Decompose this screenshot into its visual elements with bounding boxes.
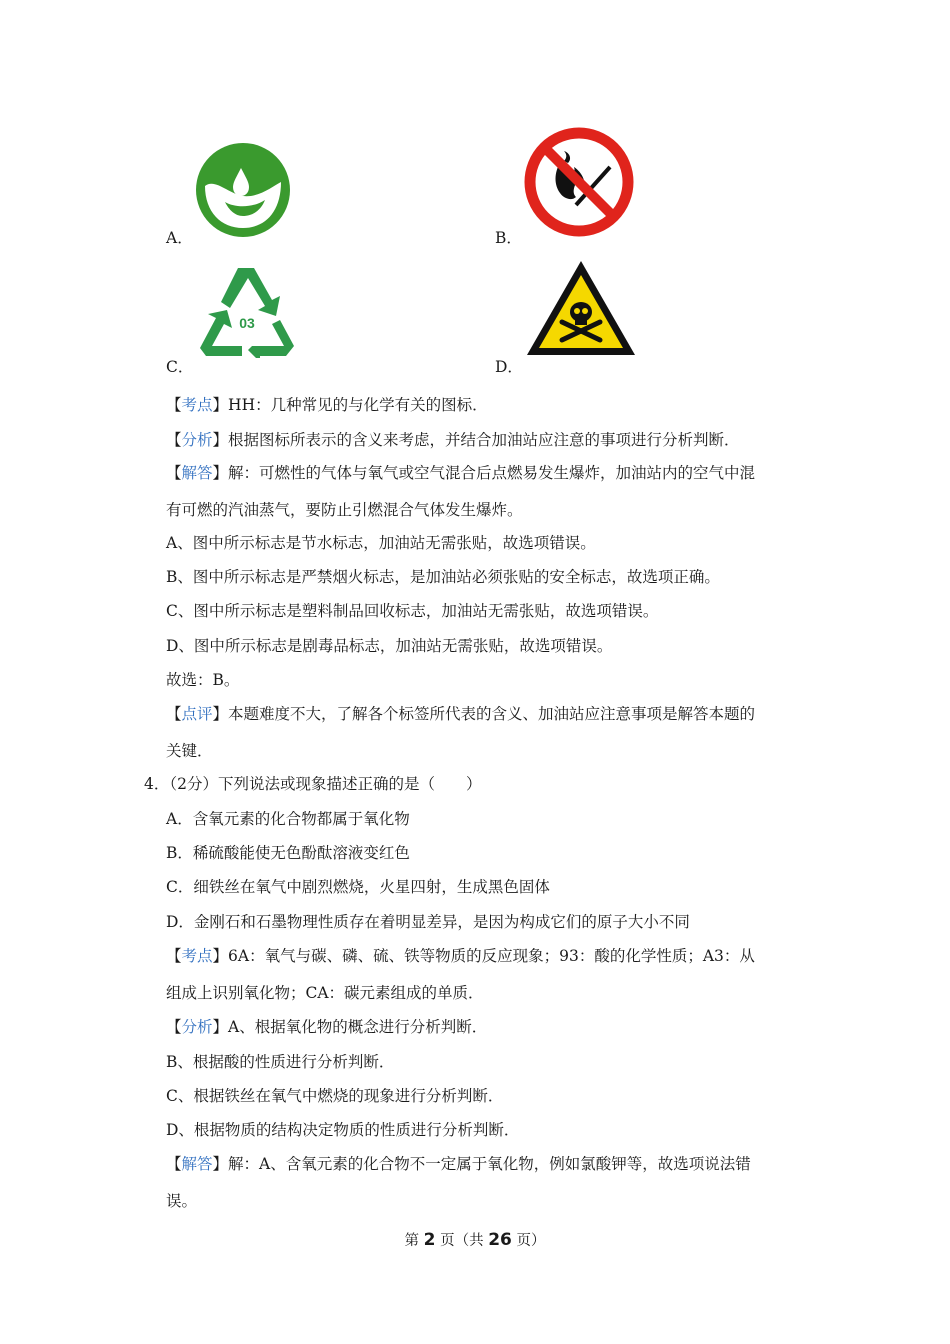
q4-option-c: C．细铁丝在氧气中剧烈燃烧，火星四射，生成黑色固体 [166,878,550,896]
q3-answer: 故选：B。 [166,671,240,689]
dianping-tag: 点评 [181,705,213,723]
kaodian-tag: 考点 [181,396,213,414]
fenxi-tag: 分析 [181,1018,213,1036]
footer-pre: 第 [404,1233,420,1249]
q4-kaodian-line2: 组成上识别氧化物；CA：碳元素组成的单质． [166,984,484,1002]
q4-stem: 4．（2分）下列说法或现象描述正确的是（ ） [144,775,482,793]
q3-jieda-a: A、图中所示标志是节水标志，加油站无需张贴，故选项错误。 [166,534,596,552]
q3-jieda-line2: 有可燃的汽油蒸气，要防止引燃混合气体发生爆炸。 [166,501,523,519]
no-fire-icon [524,127,634,237]
q4-fenxi-c: C、根据铁丝在氧气中燃烧的现象进行分析判断． [166,1087,504,1105]
q3-kaodian: 【考点】HH：几种常见的与化学有关的图标． [166,396,488,414]
jieda-tag: 解答 [181,464,213,482]
q3-jieda-c: C、图中所示标志是塑料制品回收标志，加油站无需张贴，故选项错误。 [166,602,659,620]
recycle-code: 03 [239,315,255,331]
q3-fenxi-text: 根据图标所表示的含义来考虑，并结合加油站应注意的事项进行分析判断． [228,431,740,449]
q4-fenxi: 【分析】A、根据氧化物的概念进行分析判断． [166,1018,488,1036]
option-c-label: C． [166,358,194,376]
q3-fenxi: 【分析】根据图标所表示的含义来考虑，并结合加油站应注意的事项进行分析判断． [166,431,740,449]
q4-fenxi-d: D、根据物质的结构决定物质的性质进行分析判断． [166,1121,520,1139]
q4-fenxi-b: B、根据酸的性质进行分析判断． [166,1053,395,1071]
q3-jieda-d: D、图中所示标志是剧毒品标志，加油站无需张贴，故选项错误。 [166,637,613,655]
q4-jieda-line2: 误。 [166,1192,198,1210]
q3-dianping: 【点评】本题难度不大，了解各个标签所代表的含义、加油站应注意事项是解答本题的 [166,705,756,723]
option-d-label: D． [495,358,523,376]
fenxi-tag: 分析 [181,431,213,449]
q4-jieda: 【解答】解：A、含氧元素的化合物不一定属于氧化物，例如氯酸钾等，故选项说法错 [166,1155,751,1173]
kaodian-tag: 考点 [181,947,213,965]
option-a-label: A． [166,229,193,247]
q3-jieda-line1: 解：可燃性的气体与氧气或空气混合后点燃易发生爆炸，加油站内的空气中混 [228,464,756,482]
q4-fenxi-a: A、根据氧化物的概念进行分析判断． [228,1018,488,1036]
q4-kaodian: 【考点】6A：氧气与碳、磷、硫、铁等物质的反应现象；93：酸的化学性质；A3：从 [166,947,755,965]
option-b-label: B． [495,229,522,247]
q3-dianping-line2: 关键． [166,742,213,760]
q4-option-d: D．金刚石和石墨物理性质存在着明显差异，是因为构成它们的原子大小不同 [166,913,690,931]
page-total: 26 [488,1230,512,1250]
q4-option-a: A．含氧元素的化合物都属于氧化物 [166,810,410,828]
footer-mid: 页（共 [440,1233,484,1249]
q4-kaodian-text: 6A：氧气与碳、磷、硫、铁等物质的反应现象；93：酸的化学性质；A3：从 [228,947,755,965]
q3-dianping-text: 本题难度不大，了解各个标签所代表的含义、加油站应注意事项是解答本题的 [228,705,756,723]
q3-kaodian-text: HH：几种常见的与化学有关的图标． [228,396,488,414]
q4-jieda-text: 解：A、含氧元素的化合物不一定属于氧化物，例如氯酸钾等，故选项说法错 [228,1155,751,1173]
jieda-tag: 解答 [181,1155,213,1173]
water-saving-icon [195,142,291,238]
page-footer [0,1229,950,1250]
plastic-recycle-icon [194,262,300,358]
q3-jieda-b: B、图中所示标志是严禁烟火标志，是加油站必须张贴的安全标志，故选项正确。 [166,568,720,586]
footer-post: 页） [516,1233,546,1249]
q3-jieda: 【解答】解：可燃性的气体与氧气或空气混合后点燃易发生爆炸，加油站内的空气中混 [166,464,756,482]
q4-option-b: B．稀硫酸能使无色酚酞溶液变红色 [166,844,410,862]
page-number: 2 [423,1230,436,1250]
toxic-icon [524,258,638,358]
